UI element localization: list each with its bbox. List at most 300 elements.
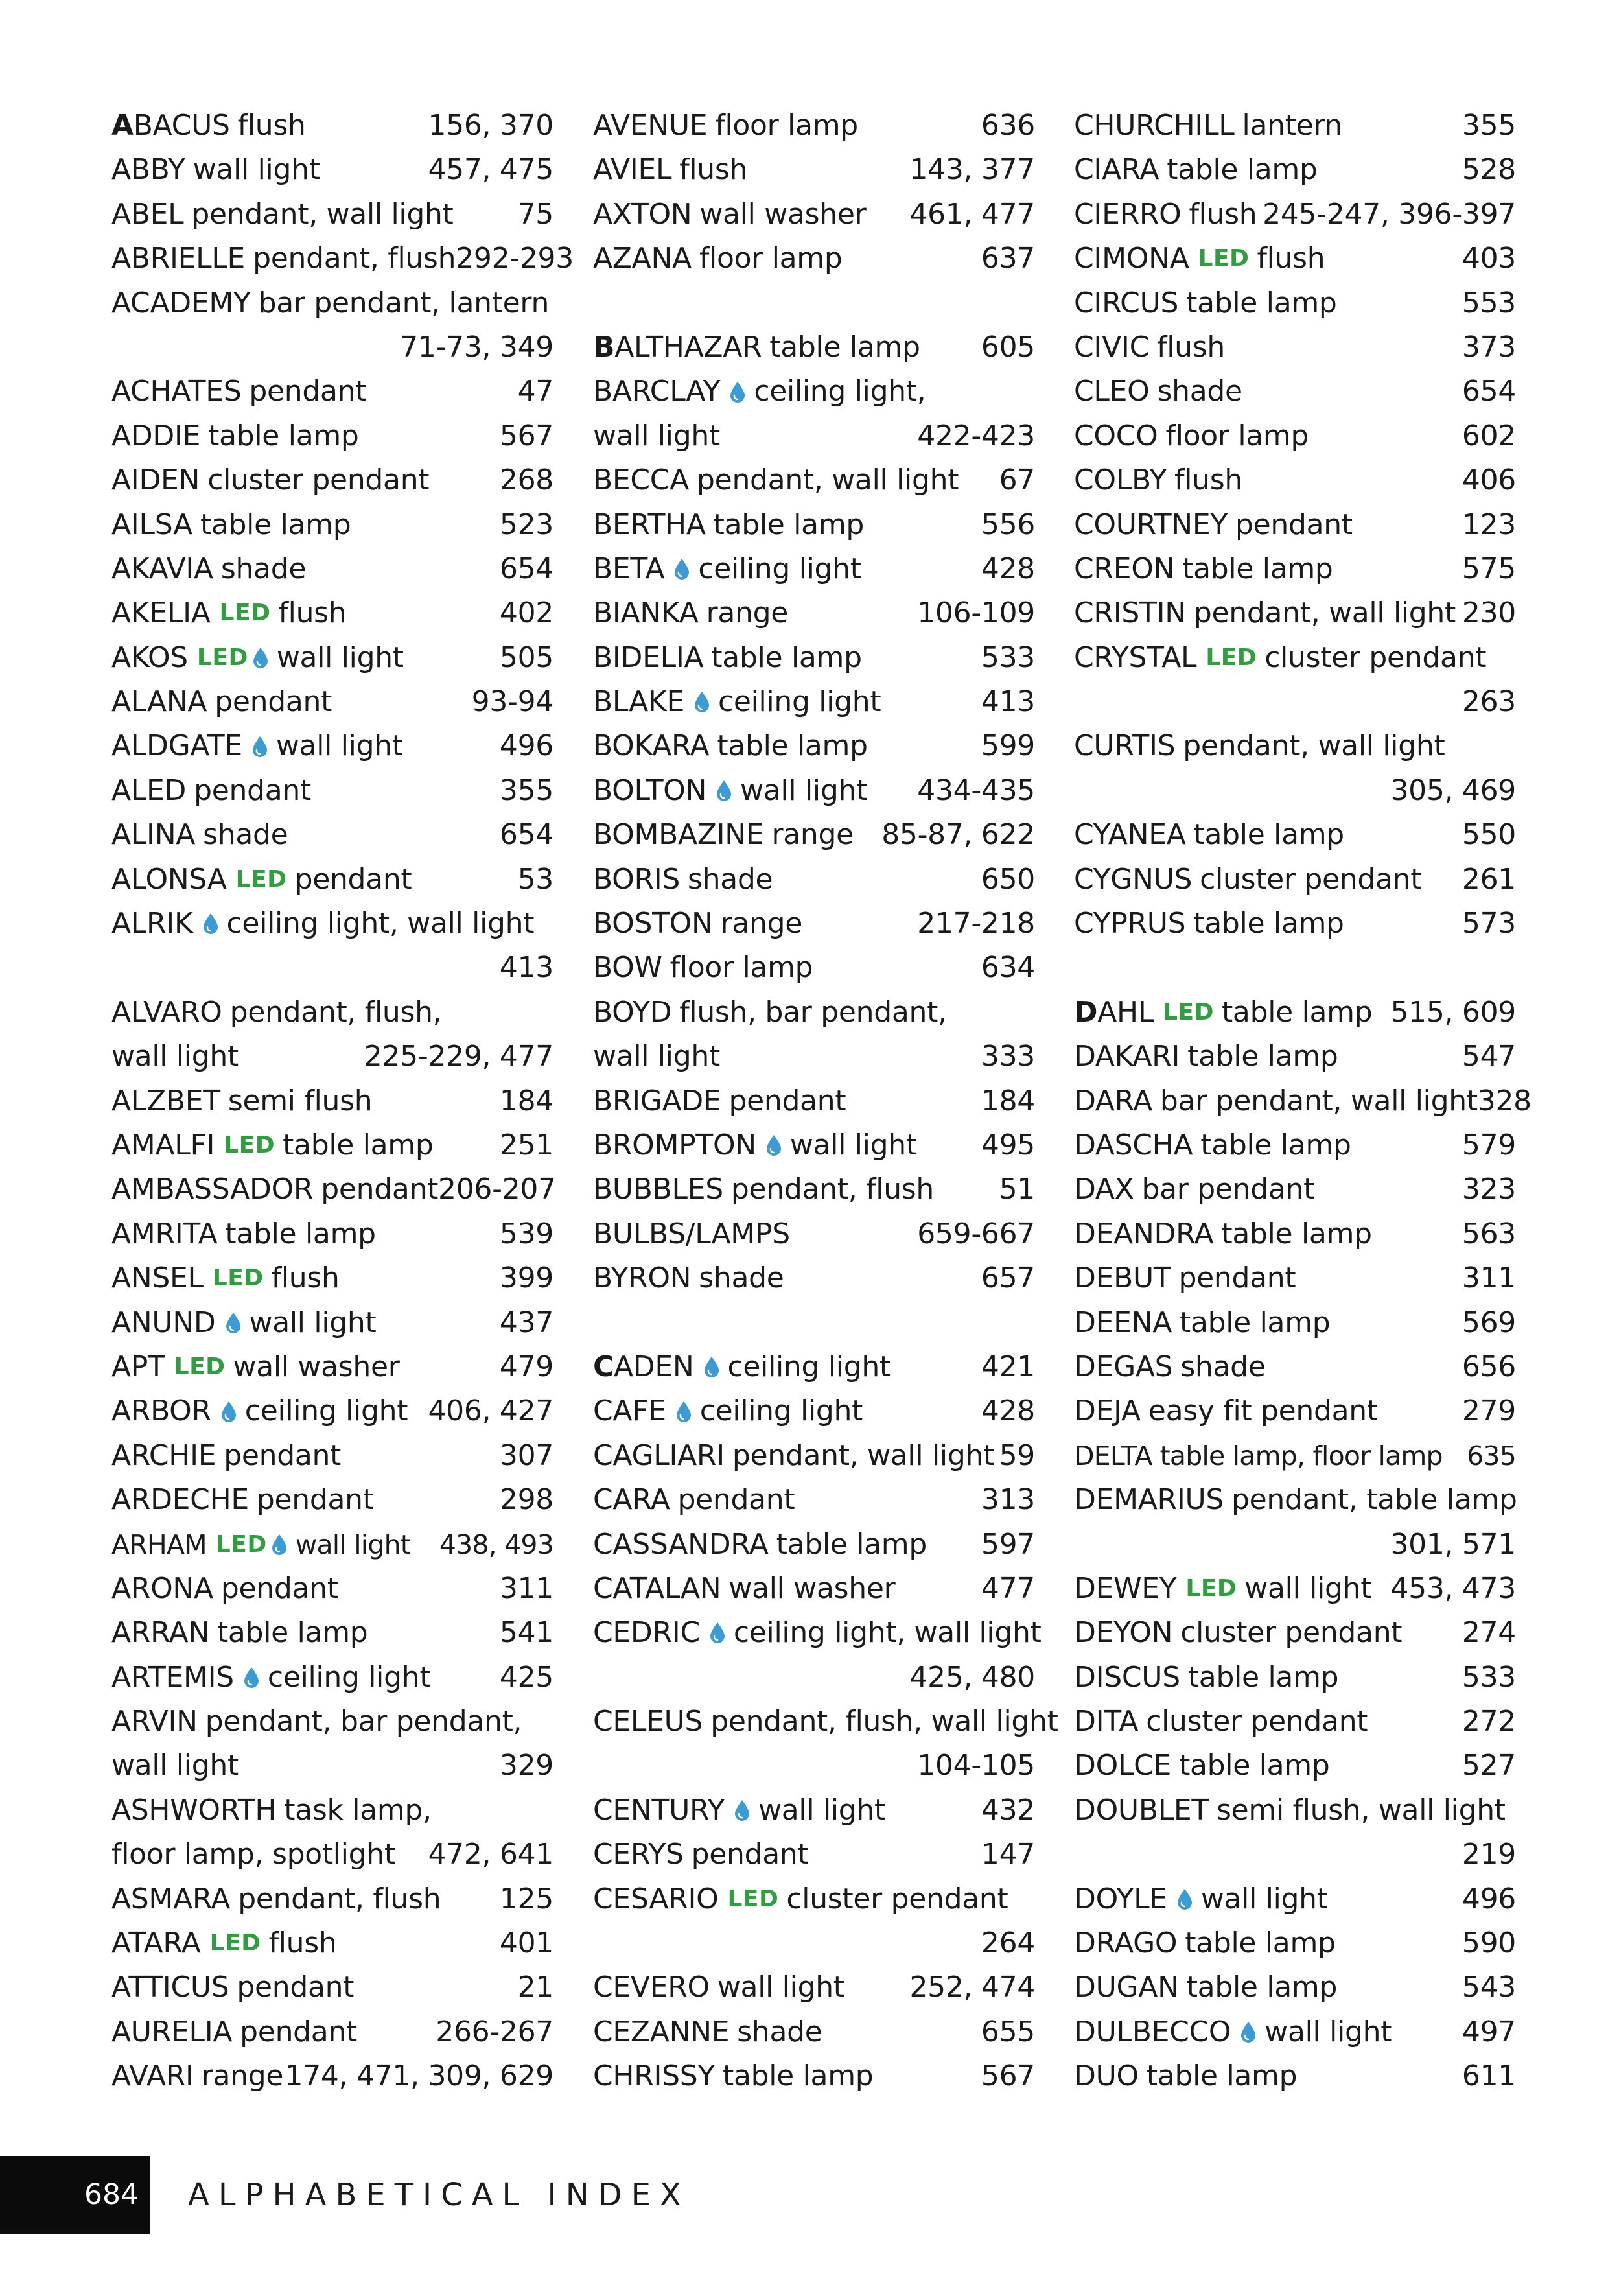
index-entry: [593, 946, 1035, 990]
entry-name-text: BOSTON: [593, 907, 713, 941]
index-entry: [593, 1212, 1035, 1256]
index-entry: [1074, 1035, 1516, 1079]
entry-description: table lamp: [723, 2059, 874, 2093]
entry-pages: 143, 377: [909, 153, 1035, 187]
entry-pages: 292-293: [456, 242, 574, 275]
entry-name-text: DEMARIUS: [1074, 1483, 1224, 1517]
entry-name: [593, 680, 684, 724]
entry-pages: 85-87, 622: [881, 818, 1035, 852]
index-entry: [1074, 237, 1516, 281]
index-entry: [1074, 902, 1516, 946]
entry-name-text: ARBOR: [111, 1394, 211, 1428]
entry-name-text: CYPRUS: [1074, 907, 1186, 941]
entry-name-text: BUBBLES: [593, 1173, 723, 1206]
entry-name-text: DEGAS: [1074, 1350, 1173, 1383]
index-entry: [111, 1389, 553, 1433]
entry-name-text: CERYS: [593, 1838, 684, 1871]
entry-pages: 547: [1462, 1040, 1516, 1073]
page-footer: [0, 2156, 1619, 2234]
entry-description: flush, bar pendant,: [679, 995, 947, 1029]
entry-name: [593, 414, 720, 458]
entry-name: [593, 1877, 718, 1921]
entry-name: [111, 813, 195, 857]
entry-description: cluster pendant: [786, 1882, 1008, 1915]
entry-name: [593, 104, 707, 148]
entry-pages: 479: [499, 1350, 553, 1383]
index-entry-continuation: [593, 1656, 1035, 1700]
index-entry: [1074, 1700, 1516, 1744]
entry-description: easy fit pendant: [1148, 1394, 1378, 1428]
entry-name: [111, 1611, 209, 1655]
entry-name-text: ARDECHE: [111, 1483, 249, 1517]
entry-name: [1074, 591, 1186, 635]
entry-name-text: CURTIS: [1074, 729, 1176, 763]
entry-name: [1074, 148, 1159, 192]
entry-pages: 654: [1462, 375, 1516, 408]
entry-pages: 413: [499, 951, 553, 985]
entry-description: ceiling light: [727, 1350, 891, 1383]
entry-name: [593, 2010, 729, 2054]
index-entry: [111, 1167, 556, 1212]
entry-name: [1074, 1744, 1171, 1788]
entry-description: table lamp: [1186, 286, 1337, 320]
entry-pages: 373: [1462, 330, 1516, 364]
entry-description: table lamp: [208, 419, 359, 452]
entry-description: cluster pendant: [1180, 1616, 1403, 1650]
entry-name: [1074, 1389, 1141, 1433]
entry-name-text: DUGAN: [1074, 1971, 1179, 2004]
entry-initial-letter: B: [593, 330, 615, 364]
entry-name: [1074, 458, 1167, 502]
entry-name-text: CYGNUS: [1074, 862, 1193, 896]
entry-name-text: ALED: [111, 773, 187, 807]
entry-name: [593, 591, 699, 635]
entry-name-text: BARCLAY: [593, 375, 721, 408]
entry-description: table lamp: [225, 1217, 376, 1250]
index-entry: [1074, 1167, 1516, 1212]
entry-name: [593, 1523, 769, 1567]
index-entry: [111, 237, 574, 281]
led-badge: LED: [215, 1530, 267, 1558]
entry-pages: 597: [981, 1527, 1035, 1561]
entry-name-text: ARVIN: [111, 1705, 198, 1739]
entry-name: [111, 2010, 232, 2054]
index-entry: [111, 547, 553, 591]
entry-pages: 266-267: [436, 2015, 553, 2048]
index-entry: [593, 902, 1035, 946]
entry-initial-letter: C: [593, 1350, 614, 1383]
index-entry: [111, 2010, 553, 2054]
entry-pages: 553: [1462, 286, 1516, 320]
entry-name: [1074, 104, 1235, 148]
entry-name: [593, 1345, 694, 1389]
entry-description: flush: [1189, 197, 1257, 231]
entry-name-text: CRISTIN: [1074, 596, 1186, 630]
entry-pages: 523: [499, 508, 553, 541]
entry-description: semi flush, wall light: [1217, 1793, 1506, 1827]
index-entry: [111, 813, 553, 857]
entry-name-text: DEBUT: [1074, 1261, 1171, 1295]
led-badge: LED: [727, 1885, 779, 1912]
entry-description: table lamp: [1187, 1660, 1339, 1694]
entry-name: [1074, 1035, 1180, 1079]
entry-name-text: CARA: [593, 1483, 670, 1517]
entry-name-text: CEDRIC: [593, 1616, 700, 1650]
index-entry: [111, 680, 553, 724]
entry-description: table lamp: [1180, 1306, 1331, 1339]
index-entry: [1074, 990, 1516, 1035]
index-entry-continuation: [111, 325, 553, 369]
index-column-1: [111, 104, 574, 2099]
index-entry: [111, 193, 553, 237]
entry-name: [111, 1389, 211, 1433]
entry-pages: 413: [981, 685, 1035, 719]
index-entry: [593, 1877, 1035, 1921]
index-entry: [111, 1700, 553, 1744]
entry-description: table lamp: [1187, 1040, 1338, 1073]
entry-description: ceiling light, wall light: [226, 907, 535, 941]
entry-description: wall light: [249, 1306, 377, 1339]
entry-name: [111, 902, 193, 946]
entry-description: bar pendant, wall light: [1159, 1084, 1478, 1118]
entry-pages: 355: [499, 773, 553, 807]
entry-description: flush: [268, 1927, 337, 1960]
entry-name: [111, 1167, 313, 1212]
entry-name-text: COLBY: [1074, 463, 1167, 497]
entry-description: ceiling light: [717, 685, 881, 719]
entry-name-text: CAGLIARI: [593, 1438, 725, 1472]
index-entry: [1074, 1788, 1516, 1833]
entry-description: pendant, flush,: [229, 995, 442, 1029]
entry-name: [593, 1389, 666, 1433]
entry-pages: 567: [499, 419, 553, 452]
index-entry: [1074, 1123, 1516, 1167]
entry-name-text: AIDEN: [111, 463, 200, 497]
entry-name-text: ALDGATE: [111, 729, 242, 763]
index-entry: [593, 1523, 1035, 1567]
entry-pages: 428: [981, 1394, 1035, 1428]
entry-pages: 497: [1462, 2015, 1516, 2048]
entry-description: cluster pendant: [1200, 862, 1422, 896]
index-entry: [1074, 1478, 1516, 1522]
entry-name: [111, 1212, 217, 1256]
entry-name-text: ALANA: [111, 685, 207, 719]
entry-pages: 637: [981, 242, 1035, 275]
entry-pages: 401: [499, 1927, 553, 1960]
index-entry: [1074, 636, 1516, 680]
entry-name-text: BOLTON: [593, 773, 707, 807]
entry-pages: 539: [499, 1217, 553, 1250]
index-entry: [593, 1035, 1035, 1079]
entry-name: [1074, 193, 1181, 237]
index-entry: [111, 858, 553, 902]
entry-description: ceiling light: [244, 1394, 408, 1428]
entry-name: [593, 858, 680, 902]
index-entry: [111, 1345, 553, 1389]
entry-name: [111, 1035, 239, 1079]
entry-name-text: COCO: [1074, 419, 1158, 452]
entry-description: pendant, flush: [238, 1882, 441, 1915]
index-entry: [111, 1123, 553, 1167]
index-entry: [593, 636, 1035, 680]
entry-description: pendant: [691, 1838, 809, 1871]
index-entry: [111, 1921, 553, 1965]
entry-pages: 123: [1462, 508, 1516, 541]
entry-description: table lamp: [200, 508, 351, 541]
entry-description: pendant: [728, 1084, 846, 1118]
entry-name: [111, 1478, 249, 1522]
index-entry: [1074, 1301, 1516, 1345]
entry-pages: 75: [517, 197, 553, 231]
entry-name-text: BERTHA: [593, 508, 706, 541]
entry-name-text: DAX: [1074, 1173, 1134, 1206]
entry-name: [1074, 503, 1228, 547]
index-entry: [593, 990, 1035, 1035]
entry-pages: 279: [1462, 1394, 1516, 1428]
entry-name-text: AKAVIA: [111, 552, 213, 585]
index-entry: [1074, 547, 1516, 591]
entry-description: ceiling light: [698, 552, 861, 585]
entry-description: flush: [1257, 242, 1325, 275]
entry-pages: 515, 609: [1390, 995, 1516, 1029]
index-entry: [1074, 503, 1516, 547]
entry-description: pendant: [240, 2015, 357, 2048]
index-entry: [1074, 1656, 1516, 1700]
index-entry: [593, 1345, 1035, 1389]
led-badge: LED: [1185, 1575, 1237, 1602]
entry-description: shade: [1180, 1350, 1266, 1383]
entry-pages: 251: [499, 1128, 553, 1162]
index-entry: [1074, 1877, 1516, 1921]
entry-name: [1074, 1212, 1213, 1256]
entry-pages: 230: [1462, 596, 1516, 630]
entry-description: pendant: [215, 685, 332, 719]
index-entry: [111, 1965, 553, 2009]
index-entry: [111, 1079, 553, 1123]
entry-description: pendant: [294, 862, 412, 896]
entry-name: [111, 148, 185, 192]
entry-name-text: ABEL: [111, 197, 184, 231]
index-entry: [111, 1877, 553, 1921]
entry-name: [111, 281, 251, 325]
index-entry: [111, 1434, 553, 1478]
entry-name-text: BLAKE: [593, 685, 684, 719]
index-entry: [111, 990, 553, 1035]
entry-name-text: ALONSA: [111, 862, 227, 896]
entry-name: [1074, 1567, 1176, 1611]
entry-name: [1074, 1301, 1172, 1345]
section-title: ALPHABETICAL INDEX: [188, 2177, 690, 2213]
entry-description: wall light: [275, 729, 403, 763]
entry-name: [1074, 369, 1149, 414]
ip-rated-drop-icon: [271, 1534, 288, 1556]
entry-name: [593, 902, 713, 946]
entry-description: semi flush: [227, 1084, 373, 1118]
ip-rated-drop-icon: [1176, 1888, 1193, 1910]
entry-name: [1074, 1700, 1138, 1744]
entry-description: pendant: [1235, 508, 1353, 541]
index-entry: [593, 1611, 1042, 1655]
entry-name: [593, 193, 692, 237]
entry-name-text: ARONA: [111, 1571, 213, 1605]
entry-pages: 505: [499, 640, 553, 674]
entry-name-text: AILSA: [111, 508, 192, 541]
entry-name-text: ASMARA: [111, 1882, 231, 1915]
index-entry: [111, 1833, 553, 1877]
entry-name: [593, 458, 689, 502]
entry-pages: 636: [981, 109, 1035, 142]
entry-description: table lamp: [713, 508, 865, 541]
entry-pages: 156, 370: [428, 109, 553, 142]
ip-rated-drop-icon: [703, 1356, 720, 1378]
entry-name: [593, 1611, 700, 1655]
letter-gap: [1074, 946, 1516, 990]
entry-description: shade: [699, 1261, 784, 1295]
index-entry: [111, 1301, 553, 1345]
entry-description: shade: [203, 818, 288, 852]
entry-pages: 421: [981, 1350, 1035, 1383]
ip-rated-drop-icon: [693, 691, 710, 713]
entry-name-text: BYRON: [593, 1261, 692, 1295]
entry-pages: 206-207: [438, 1173, 556, 1206]
entry-name-text: ALZBET: [111, 1084, 220, 1118]
entry-description: table lamp: [1186, 1971, 1338, 2004]
entry-pages: 477: [981, 1571, 1035, 1605]
entry-name: [593, 2054, 715, 2098]
entry-description: wall washer: [233, 1350, 400, 1383]
entry-description: flush: [1174, 463, 1242, 497]
entry-name-text: ANUND: [111, 1306, 216, 1339]
entry-name-text: wall light: [111, 1040, 239, 1073]
index-entry: [1074, 2054, 1516, 2098]
entry-pages: 355: [1462, 109, 1516, 142]
entry-name: [593, 1167, 723, 1212]
entry-name-text: BOKARA: [593, 729, 710, 763]
entry-description: table lamp: [1221, 995, 1373, 1029]
entry-description: pendant, flush: [730, 1173, 935, 1206]
ip-rated-drop-icon: [729, 381, 746, 403]
entry-pages: 106-109: [917, 596, 1035, 630]
index-entry: [593, 237, 1035, 281]
entry-description: table lamp: [776, 1527, 927, 1561]
ip-rated-drop-icon: [675, 1401, 692, 1423]
entry-description: flush: [679, 153, 748, 187]
entry-description: table lamp: [1182, 552, 1333, 585]
entry-pages: 496: [1462, 1882, 1516, 1915]
index-entry: [1074, 1921, 1516, 1965]
entry-description: wall light: [758, 1793, 885, 1827]
entry-description: task lamp,: [284, 1793, 432, 1827]
entry-pages: 67: [999, 463, 1035, 497]
index-entry: [593, 547, 1035, 591]
entry-description: floor lamp: [670, 951, 813, 985]
entry-pages: 184: [981, 1084, 1035, 1118]
entry-description: ceiling light,: [754, 375, 926, 408]
entry-pages: 611: [1462, 2059, 1516, 2093]
entry-name-text: CEVERO: [593, 1971, 710, 2004]
entry-description: pendant, bar pendant,: [205, 1705, 522, 1739]
entry-description: table lamp: [216, 1616, 368, 1650]
entry-name: [111, 1877, 230, 1921]
ip-rated-drop-icon: [225, 1312, 242, 1334]
entry-description: cluster pendant: [1146, 1705, 1368, 1739]
index-entry: [111, 281, 553, 325]
entry-name-text: wall light: [111, 1749, 239, 1783]
index-entry: [593, 1788, 1035, 1833]
index-entry-continuation: [1074, 769, 1516, 813]
entry-pages: 650: [981, 862, 1035, 896]
index-entry: [111, 1656, 553, 1700]
entry-description: flush: [237, 109, 306, 142]
index-entry: [111, 1478, 553, 1522]
entry-pages: 461, 477: [909, 197, 1035, 231]
entry-description: pendant, flush, wall light: [710, 1705, 1058, 1739]
entry-description: bar pendant, lantern: [258, 286, 550, 320]
entry-name-text: AHL: [1097, 995, 1154, 1029]
entry-name: [1074, 2010, 1231, 2054]
entry-name-text: DOLCE: [1074, 1749, 1172, 1783]
entry-name-text: BETA: [593, 552, 665, 585]
index-entry: [111, 1212, 553, 1256]
entry-name: [1074, 281, 1178, 325]
entry-name-text: CREON: [1074, 552, 1175, 585]
index-entry: [593, 503, 1035, 547]
entry-name-text: CHRISSY: [593, 2059, 715, 2093]
entry-pages: 599: [981, 729, 1035, 763]
entry-name-text: DULBECCO: [1074, 2015, 1231, 2048]
entry-name: [111, 503, 192, 547]
index-entry: [111, 902, 553, 946]
entry-name-text: DASCHA: [1074, 1128, 1193, 1162]
entry-name-text: ALVARO: [111, 995, 222, 1029]
entry-description: pendant: [677, 1483, 795, 1517]
entry-name: [111, 1656, 234, 1700]
index-entry: [111, 1611, 553, 1655]
entry-pages: 184: [499, 1084, 553, 1118]
entry-name-text: ADEN: [614, 1350, 694, 1383]
entry-name-text: BIANKA: [593, 596, 699, 630]
entry-name: [111, 1434, 216, 1478]
index-entry: [593, 458, 1035, 502]
entry-description: flush: [1157, 330, 1225, 364]
index-column-2: [593, 104, 1058, 2099]
index-entry: [593, 1123, 1035, 1167]
entry-name: [111, 1079, 220, 1123]
entry-name-text: ACHATES: [111, 375, 242, 408]
index-entry: [111, 769, 553, 813]
ip-rated-drop-icon: [1240, 2021, 1257, 2043]
index-entry: [1074, 104, 1516, 148]
led-badge: LED: [196, 644, 248, 671]
entry-name: [1074, 1167, 1134, 1212]
entry-pages: 428: [981, 552, 1035, 585]
entry-pages: 305, 469: [1390, 773, 1516, 807]
entry-description: range: [706, 596, 789, 630]
index-entry: [1074, 1389, 1516, 1433]
index-entry: [593, 1833, 1035, 1877]
index-entry: [593, 1478, 1035, 1522]
entry-pages: 563: [1462, 1217, 1516, 1250]
entry-pages: 575: [1462, 552, 1516, 585]
index-entry-continuation: [1074, 1833, 1516, 1877]
entry-name: [1074, 547, 1174, 591]
entry-name: [593, 946, 662, 990]
entry-name-text: ABBY: [111, 153, 185, 187]
entry-name: [593, 503, 706, 547]
entry-name-text: CIVIC: [1074, 330, 1149, 364]
entry-name-text: BULBS/LAMPS: [593, 1217, 790, 1250]
entry-name: [1074, 636, 1196, 680]
